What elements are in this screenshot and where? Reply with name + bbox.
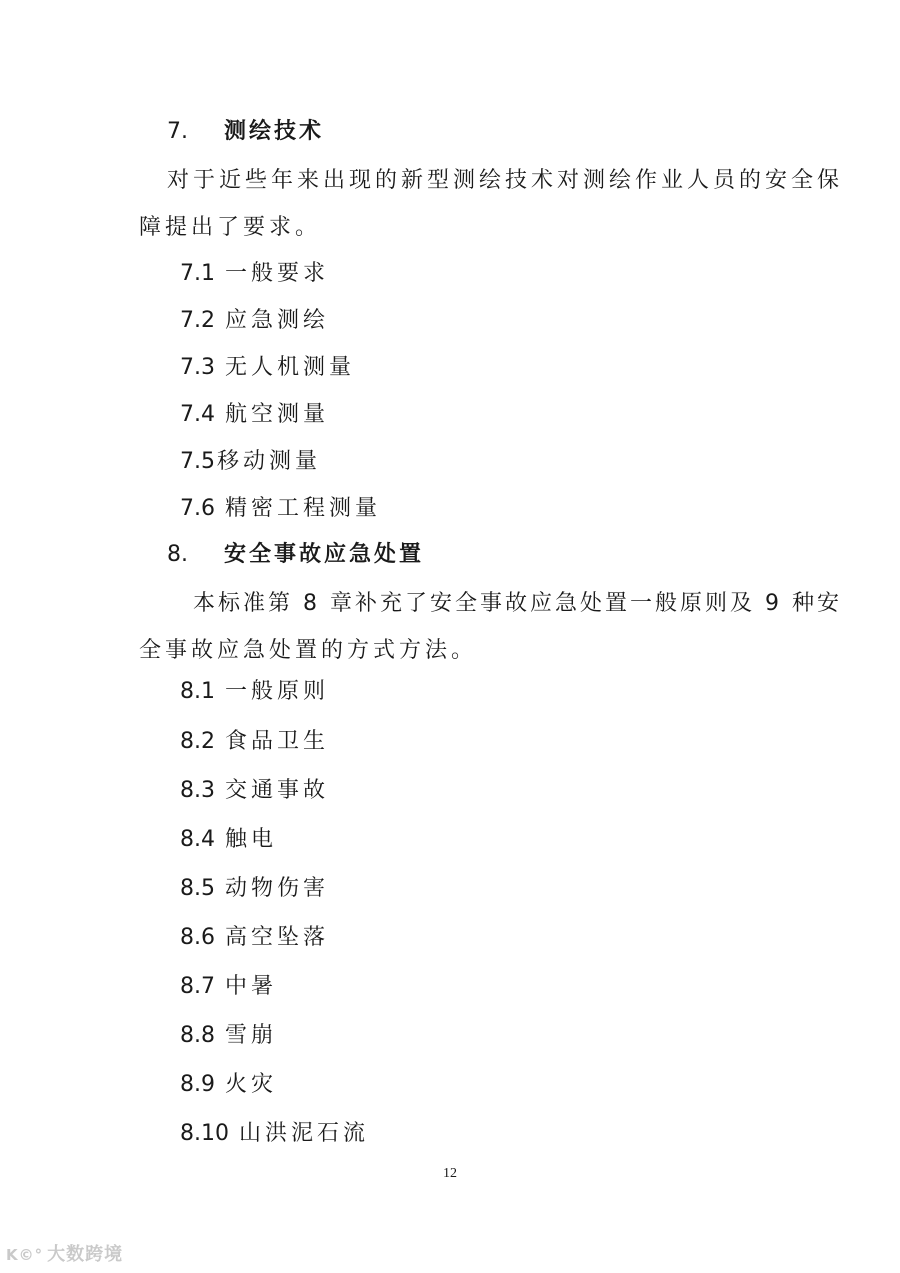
subsection-item — [180, 259, 329, 289]
page-number: 12 — [443, 1166, 457, 1181]
subsection-label: 中暑 — [225, 974, 278, 999]
subsection-item — [180, 874, 329, 904]
subsection-item — [180, 494, 381, 524]
subsection-number: 8.7 — [180, 974, 215, 999]
subsection-number: 8.8 — [180, 1023, 215, 1048]
watermark — [6, 1240, 123, 1266]
subsection-number: 8.2 — [180, 729, 215, 754]
subsection-number: 7.5 — [180, 449, 215, 474]
subsection-item — [180, 1070, 277, 1100]
subsection-label: 触电 — [225, 827, 278, 852]
subsection-label: 一般原则 — [225, 679, 330, 704]
subsection-label: 移动测量 — [217, 449, 322, 474]
subsection-item — [180, 677, 329, 707]
subsection-label: 应急测绘 — [225, 308, 330, 333]
subsection-item — [180, 447, 321, 477]
subsection-item — [180, 727, 329, 757]
subsection-label: 食品卫生 — [225, 729, 330, 754]
section-title: 安全事故应急处置 — [224, 542, 425, 567]
watermark-text: 大数跨境 — [47, 1244, 124, 1265]
subsection-number: 7.2 — [180, 308, 215, 333]
section-title: 测绘技术 — [224, 119, 325, 144]
section-number: 8. — [167, 542, 188, 567]
subsection-item — [180, 1021, 277, 1051]
subsection-label: 一般要求 — [225, 261, 330, 286]
subsection-item — [180, 306, 329, 336]
subsection-label: 交通事故 — [225, 778, 330, 803]
subsection-number: 7.1 — [180, 261, 215, 286]
subsection-item — [180, 400, 329, 430]
subsection-label: 山洪泥石流 — [238, 1121, 369, 1146]
subsection-number: 8.10 — [180, 1121, 229, 1146]
paragraph-line: 对于近些年来出现的新型测绘技术对测绘作业人员的安全保 — [167, 168, 844, 193]
subsection-number: 7.3 — [180, 355, 215, 380]
subsection-number: 8.6 — [180, 925, 215, 950]
section-7-heading — [167, 117, 324, 147]
subsection-item — [180, 923, 329, 953]
subsection-label: 无人机测量 — [225, 355, 356, 380]
subsection-number: 8.3 — [180, 778, 215, 803]
subsection-label: 航空测量 — [225, 402, 330, 427]
subsection-number: 7.4 — [180, 402, 215, 427]
watermark-logo-icon: K©° — [6, 1246, 44, 1264]
paragraph-line: 本标准第 8 章补充了安全事故应急处置一般原则及 9 种安 — [193, 591, 842, 616]
section-number: 7. — [167, 119, 188, 144]
subsection-number: 8.9 — [180, 1072, 215, 1097]
paragraph-line: 障提出了要求。 — [139, 215, 322, 240]
subsection-number: 8.5 — [180, 876, 215, 901]
subsection-label: 动物伤害 — [225, 876, 330, 901]
subsection-label: 精密工程测量 — [225, 496, 382, 521]
subsection-number: 8.4 — [180, 827, 215, 852]
subsection-label: 高空坠落 — [225, 925, 330, 950]
subsection-item — [180, 825, 277, 855]
subsection-number: 8.1 — [180, 679, 215, 704]
subsection-label: 火灾 — [225, 1072, 278, 1097]
subsection-item — [180, 1119, 369, 1149]
subsection-item — [180, 353, 355, 383]
subsection-item — [180, 972, 277, 1002]
paragraph-line: 全事故应急处置的方式方法。 — [139, 638, 478, 663]
subsection-number: 7.6 — [180, 496, 215, 521]
subsection-label: 雪崩 — [225, 1023, 278, 1048]
section-8-heading — [167, 540, 424, 570]
subsection-item — [180, 776, 329, 806]
